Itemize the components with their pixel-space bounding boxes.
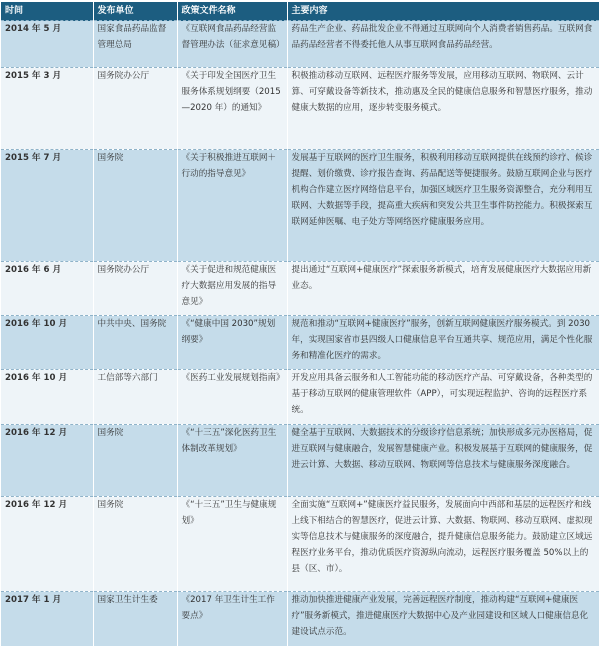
cell-content: 发展基于互联网的医疗卫生服务，积极利用移动互联网提供在线预约诊疗、候诊提醒、划价缴费、诊疗报告查询、药品配送等便捷服务。鼓励互联网企业与医疗机构合作建立医疗网络信息平台，加强区域医疗卫生服务资源整合，充分利用互联网、大数据等手段，提高重大疾病和突发公共卫生事件防控能力。积极探索互联网延伸医嘱、电子处方等网络医疗健康服务应用。 — [287, 150, 599, 262]
cell-time: 2014 年 5 月 — [1, 21, 93, 68]
table-header-row — [1, 2, 599, 21]
table-row — [1, 592, 599, 646]
cell-time: 2016 年 10 月 — [1, 370, 93, 425]
table-row — [1, 150, 599, 262]
cell-time: 2015 年 3 月 — [1, 68, 93, 150]
cell-content: 全面实施“互联网+”健康医疗益民服务，发展面向中西部和基层的远程医疗和线上线下相结合的智慧医疗，促进云计算、大数据、物联网、移动互联网、虚拟现实等信息技术与健康服务的深度融合，提升健康信息服务能力。鼓励建立区域远程医疗业务平台，推动优质医疗资源纵向流动，远程医疗服务覆盖 50%以上的县（区、市）。 — [287, 497, 599, 592]
table-row — [1, 262, 599, 316]
cell-issuer: 国家食品药品监督管理总局 — [93, 21, 177, 68]
cell-issuer: 中共中央、国务院 — [93, 316, 177, 370]
cell-document: 《关于印发全国医疗卫生服务体系规划纲要（2015—2020 年）的通知》 — [177, 68, 287, 150]
header-document: 政策文件名称 — [177, 2, 287, 21]
cell-issuer: 国务院办公厅 — [93, 68, 177, 150]
table-row — [1, 316, 599, 370]
table-row — [1, 21, 599, 68]
cell-document: 《“健康中国 2030”规划纲要》 — [177, 316, 287, 370]
cell-issuer: 国务院 — [93, 497, 177, 592]
cell-content: 提出通过“互联网+健康医疗”探索服务新模式，培育发展健康医疗大数据应用新业态。 — [287, 262, 599, 316]
cell-time: 2017 年 1 月 — [1, 592, 93, 646]
cell-time: 2016 年 10 月 — [1, 316, 93, 370]
cell-issuer: 国家卫生计生委 — [93, 592, 177, 646]
cell-content: 积极推动移动互联网、远程医疗服务等发展，应用移动互联网、物联网、云计算、可穿戴设备等新技术，推动惠及全民的健康信息服务和智慧医疗服务，推动健康大数据的应用，逐步转变服务模式。 — [287, 68, 599, 150]
cell-time: 2015 年 7 月 — [1, 150, 93, 262]
policy-table — [1, 2, 600, 646]
table-row — [1, 370, 599, 425]
cell-document: 《医药工业发展规划指南》 — [177, 370, 287, 425]
cell-document: 《“十三五”卫生与健康规划》 — [177, 497, 287, 592]
cell-document: 《关于促进和规范健康医疗大数据应用发展的指导意见》 — [177, 262, 287, 316]
table-row — [1, 425, 599, 497]
header-time: 时间 — [1, 2, 93, 21]
cell-document: 《2017 年卫生计生工作要点》 — [177, 592, 287, 646]
cell-content: 推动加快推进健康产业发展，完善远程医疗制度，推动构建“互联网+健康医疗”服务新模式，推进健康医疗大数据中心及产业园建设和区域人口健康信息化建设试点示范。 — [287, 592, 599, 646]
cell-document: 《互联网食品药品经营监督管理办法（征求意见稿） — [177, 21, 287, 68]
cell-content: 规范和推动“互联网+健康医疗”服务，创新互联网健康医疗服务模式。到 2030 年，实现国家省市县四级人口健康信息平台互通共享、规范应用，满足个性化服务和精准化医疗的需求。 — [287, 316, 599, 370]
header-content: 主要内容 — [287, 2, 599, 21]
cell-issuer: 工信部等六部门 — [93, 370, 177, 425]
cell-issuer: 国务院 — [93, 150, 177, 262]
cell-document: 《“十三五”深化医药卫生体制改革规划》 — [177, 425, 287, 497]
cell-content: 开发应用具备云服务和人工智能功能的移动医疗产品、可穿戴设备，各种类型的基于移动互联网的健康管理软件（APP），可实现远程监护、咨询的远程医疗系统。 — [287, 370, 599, 425]
table-row — [1, 497, 599, 592]
cell-document: 《关于积极推进互联网＋行动的指导意见》 — [177, 150, 287, 262]
cell-issuer: 国务院办公厅 — [93, 262, 177, 316]
cell-time: 2016 年 12 月 — [1, 425, 93, 497]
cell-content: 药品生产企业、药品批发企业不得通过互联网向个人消费者销售药品。互联网食品药品经营者不得委托他人从事互联网食品药品经营。 — [287, 21, 599, 68]
cell-issuer: 国务院 — [93, 425, 177, 497]
table-row — [1, 68, 599, 150]
cell-content: 健全基于互联网、大数据技术的分级诊疗信息系统；加快形成多元办医格局，促进互联网与健康融合，发展智慧健康产业。积极发展基于互联网的健康服务，促进云计算、大数据、移动互联网、物联网等信息技术与健康服务深度融合。 — [287, 425, 599, 497]
header-issuer: 发布单位 — [93, 2, 177, 21]
cell-time: 2016 年 12 月 — [1, 497, 93, 592]
cell-time: 2016 年 6 月 — [1, 262, 93, 316]
